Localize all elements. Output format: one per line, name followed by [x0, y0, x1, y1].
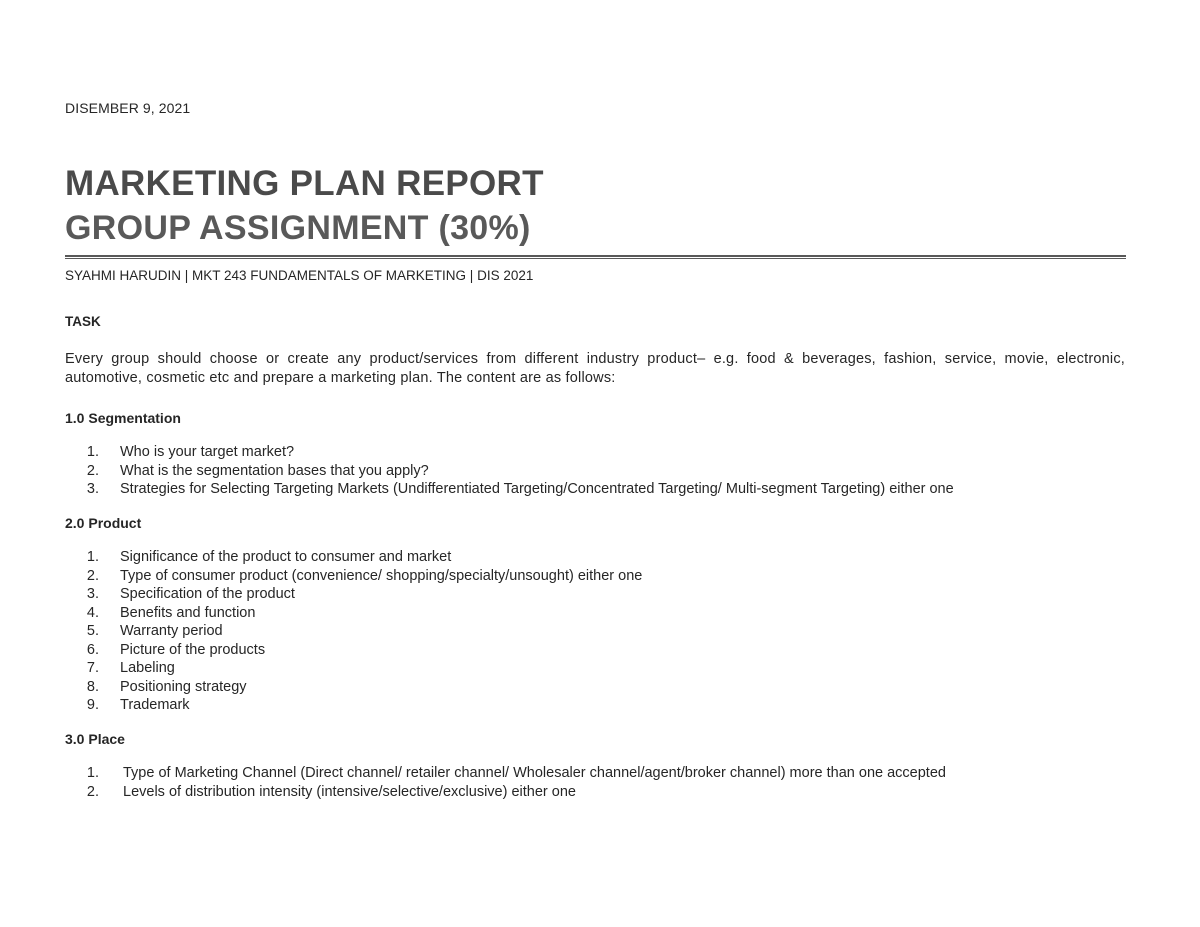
list-item: [65, 585, 642, 604]
title-divider: [65, 255, 1126, 259]
list-number: 1.: [86, 444, 99, 460]
list-item: [65, 678, 642, 697]
list-text: Warranty period: [120, 623, 223, 639]
list-item: [65, 548, 642, 567]
document-date: DISEMBER 9, 2021: [65, 100, 191, 116]
list-item: [65, 604, 642, 623]
list-item: [65, 659, 642, 678]
task-heading: TASK: [65, 314, 101, 329]
list-item: [65, 641, 642, 660]
task-intro-paragraph: Every group should choose or create any product/services from different industry product– e.g. food & beverages, fashion, service, movie, electronic, automotive, cosmetic etc and prepare a marketing plan. The content are as follows:: [65, 351, 1125, 386]
list-item: [65, 764, 946, 783]
list-text: Levels of distribution intensity (intensive/selective/exclusive) either one: [123, 783, 576, 800]
list-number: 2.: [86, 462, 99, 479]
list-item: [65, 622, 642, 641]
section-heading-place: 3.0 Place: [65, 731, 125, 747]
document-subtitle: GROUP ASSIGNMENT (30%): [65, 209, 531, 247]
list-item: [65, 462, 954, 481]
list-number: 6.: [86, 641, 99, 658]
list-number: 3.: [86, 481, 99, 497]
list-number: 1.: [86, 549, 99, 565]
list-text: Labeling: [120, 660, 175, 676]
place-list: [65, 764, 946, 801]
section-heading-product: 2.0 Product: [65, 515, 142, 531]
document-title: MARKETING PLAN REPORT: [65, 164, 544, 203]
list-text: Benefits and function: [120, 604, 256, 621]
list-number: 4.: [86, 604, 99, 621]
list-item: [65, 783, 946, 802]
list-item: [65, 480, 954, 499]
list-text: Positioning strategy: [120, 678, 247, 695]
list-item: [65, 443, 954, 462]
list-text: Strategies for Selecting Targeting Markets (Undifferentiated Targeting/Concentrated Targeting/ Multi-segment Targeting) either one: [120, 481, 954, 497]
list-text: Type of Marketing Channel (Direct channel/ retailer channel/ Wholesaler channel/agent/broker channel) more than one accepted: [123, 765, 946, 781]
list-text: Specification of the product: [120, 586, 295, 602]
list-number: 2.: [86, 783, 99, 800]
list-text: Picture of the products: [120, 641, 266, 658]
list-text: Trademark: [120, 697, 190, 713]
list-text: Significance of the product to consumer and market: [120, 549, 452, 565]
section-heading-segmentation: 1.0 Segmentation: [65, 410, 181, 426]
product-list: [65, 548, 642, 715]
list-text: What is the segmentation bases that you apply?: [120, 462, 429, 479]
list-number: 3.: [86, 586, 99, 602]
list-number: 1.: [86, 765, 99, 781]
list-item: [65, 567, 642, 586]
list-text: Type of consumer product (convenience/ shopping/specialty/unsought) either one: [120, 567, 643, 584]
list-number: 5.: [86, 623, 99, 639]
list-number: 9.: [86, 697, 99, 713]
list-number: 7.: [86, 660, 99, 676]
list-number: 2.: [86, 567, 99, 584]
author-course-line: SYAHMI HARUDIN | MKT 243 FUNDAMENTALS OF MARKETING | DIS 2021: [65, 268, 534, 283]
list-text: Who is your target market?: [120, 444, 295, 460]
segmentation-list: [65, 443, 954, 499]
list-item: [65, 696, 642, 715]
list-number: 8.: [86, 678, 99, 695]
